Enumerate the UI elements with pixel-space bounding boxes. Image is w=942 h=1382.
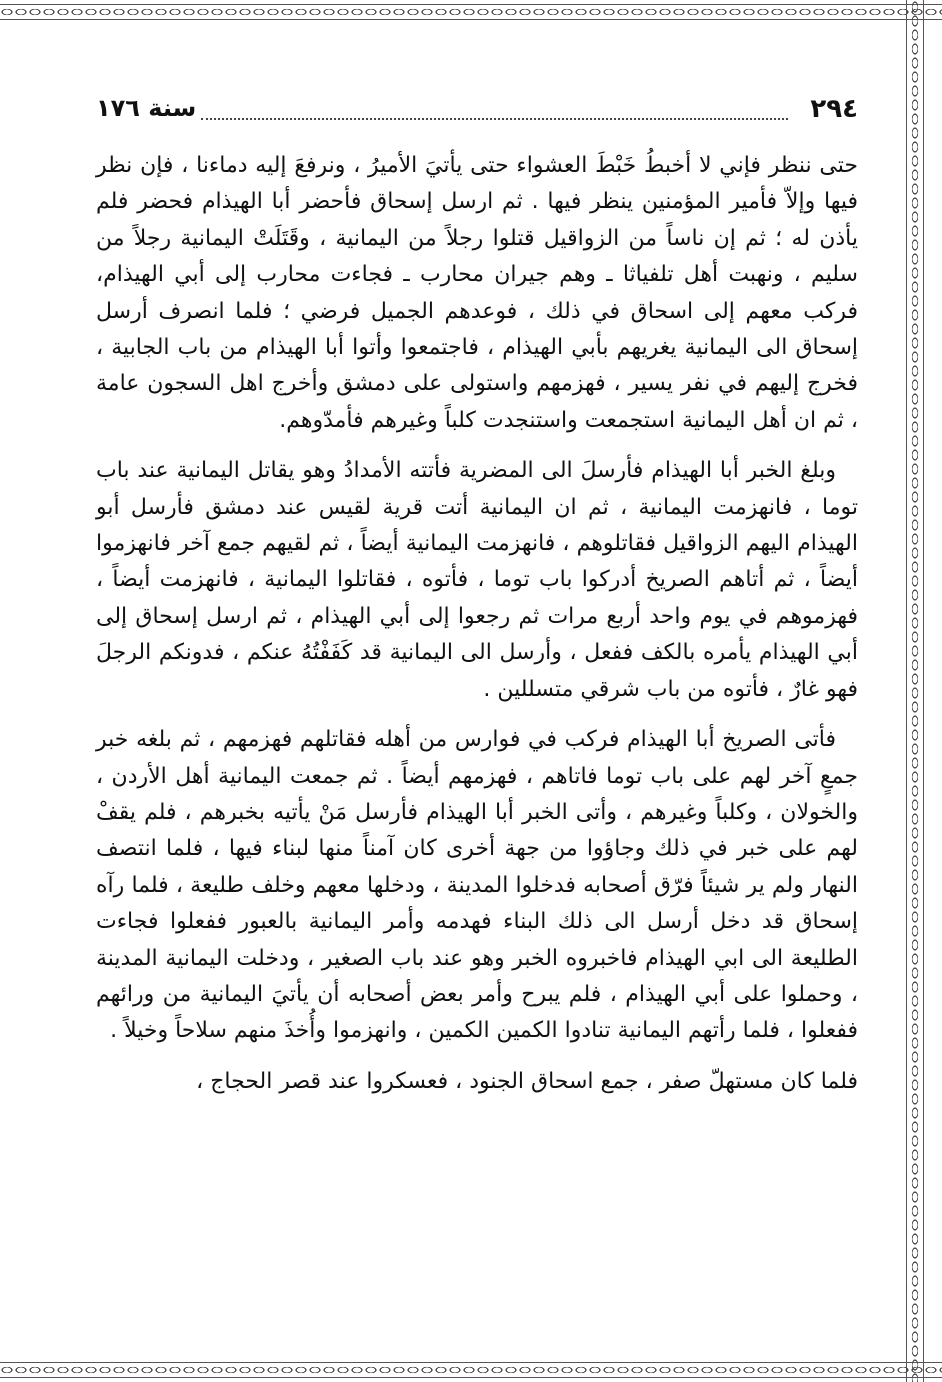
header-dotted-leader	[201, 118, 788, 120]
page-body	[96, 148, 858, 1100]
page-header	[96, 92, 858, 132]
paragraph-3: فأتى الصريخ أبا الهيذام فركب في فوارس من أهله فقاتلهم فهزمهم ، ثم بلغه خبر جمعٍ آخر لهم على باب توما فاتاهم ، فهزمهم أيضاً . ثم جمعت اليمانية أهل الأردن ، والخولان ، وكلباً وغيرهم ، وأتى الخبر أبا الهيذام فأرسل مَنْ يأتيه بخبرهم ، فلم يقفْ لهم على خبر في ذلك وجاؤوا من جهة أخرى كان آمناً منها لبناء فيها ، فلما انتصف النهار ولم ير شيئاً فرّق أصحابه فدخلوا المدينة ، ودخلها معهم وخلف طليعة ، فلما رآه إسحاق قد دخل أرسل الى ذلك البناء فهدمه وأمر اليمانية بالعبور ففعلوا فجاءت الطليعة الى ابي الهيذام فاخبروه الخبر وهو عند باب الصغير ، ودخلت اليمانية المدينة ، وحملوا على أبي الهيذام ، فلم يبرح وأمر بعض أصحابه أن يأتيَ اليمانية من ورائهم ففعلوا ، فلما رأتهم اليمانية تنادوا الكمين الكمين ، وانهزموا وأُخذَ منهم سلاحاً وخيلاً .	[96, 727, 858, 1044]
bottom-border-ornament	[0, 1360, 942, 1382]
page-number: ٢٩٤	[810, 94, 858, 124]
paragraph-4: فلما كان مستهلّ صفر ، جمع اسحاق الجنود ، فعسكروا عند قصر الحجاج ،	[196, 1068, 858, 1094]
paragraph-2: وبلغ الخبر أبا الهيذام فأرسلَ الى المضرية فأتته الأمدادُ وهو يقاتل اليمانية عند باب توما ، فانهزمت اليمانية ، ثم ان اليمانية أتت قرية لقيس عند دمشق فأرسل أبو الهيذام اليهم الزواقيل فقاتلوهم ، فانهزمت اليمانية أيضاً ، ثم لقيهم جمع آخر فانهزموا أيضاً ، ثم أتاهم الصريخ أدركوا باب توما ، فأتوه ، فقاتلوا اليمانية ، فانهزمت أيضاً ، فهزموهم في يوم واحد أربع مرات ثم رجعوا إلى أبي الهيذام ، ثم ارسل إسحاق إلى أبي الهيذام يأمره بالكف ففعل ، وأرسل الى اليمانية قد كَفَفْتُهُ عنكم ، فدونكم الرجلَ فهو غارٌ ، فأتوه من باب شرقي متسللين .	[96, 458, 858, 702]
running-head-year: سنة ١٧٦	[96, 94, 197, 122]
top-border-ornament	[0, 0, 942, 30]
right-border-ornament	[905, 0, 925, 1382]
paragraph-1: حتى ننظر فإني لا أخبطُ خَبْطَ العشواء حتى يأتيَ الأميرُ ، ونرفعَ إليه دماءنا ، فإن نظر فيها وإلاّ فأمير المؤمنين ينظر فيها . ثم ارسل إسحاق فأحضر أبا الهيذام فحضر فلم يأذن له ؛ ثم إن ناساً من الزواقيل قتلوا رجلاً من اليمانية ، وقَتَلَتْ اليمانية رجلاً من سليم ، ونهبت أهل تلفياثا ـ وهم جيران محارب ـ فجاءت محارب إلى أبي الهيذام، فركب معهم إلى اسحاق في ذلك ، فوعدهم الجميل فرضي ؛ فلما انصرف أرسل إسحاق الى اليمانية يغريهم بأبي الهيذام ، فاجتمعوا وأتوا أبا الهيذام من باب الجابية ، فخرج إليهم في نفر يسير ، فهزمهم واستولى على دمشق وأخرج اهل السجون عامة ، ثم ان أهل اليمانية استجمعت واستنجدت كلباً وغيرهم فأمدّوهم.	[96, 153, 858, 433]
